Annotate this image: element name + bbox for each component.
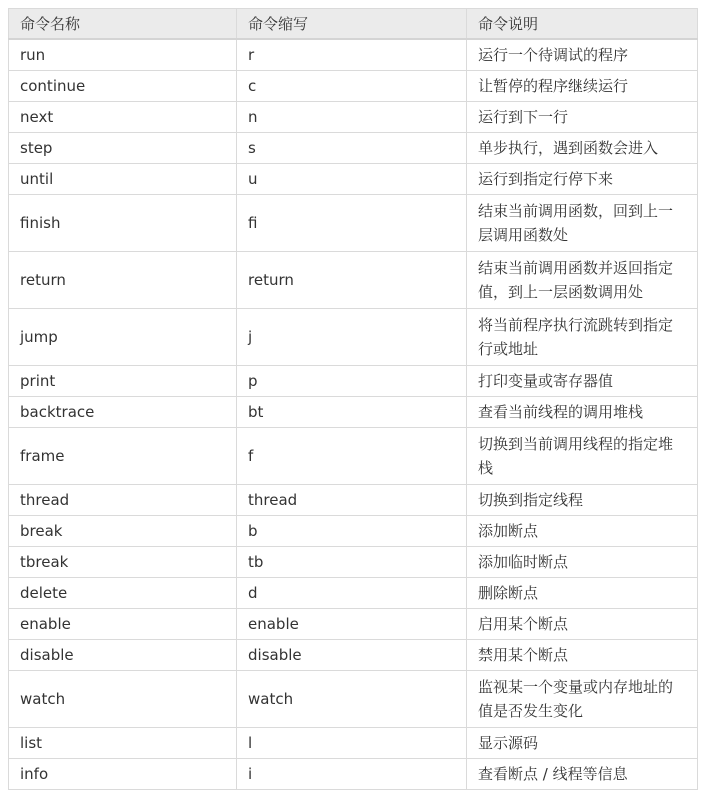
table-row bbox=[9, 133, 698, 164]
cell-name: delete bbox=[9, 578, 237, 609]
table-row bbox=[9, 547, 698, 578]
cell-abbr: return bbox=[237, 252, 467, 309]
cell-abbr: c bbox=[237, 71, 467, 102]
cell-desc: 结束当前调用函数，回到上一层调用函数处 bbox=[467, 195, 698, 252]
table-row bbox=[9, 578, 698, 609]
cell-desc: 添加临时断点 bbox=[467, 547, 698, 578]
cell-desc: 删除断点 bbox=[467, 578, 698, 609]
cell-desc: 切换到指定线程 bbox=[467, 485, 698, 516]
table-row bbox=[9, 39, 698, 71]
table-row bbox=[9, 516, 698, 547]
cell-name: thread bbox=[9, 485, 237, 516]
cell-desc: 打印变量或寄存器值 bbox=[467, 366, 698, 397]
table-row bbox=[9, 164, 698, 195]
header-command-desc: 命令说明 bbox=[467, 9, 698, 40]
cell-desc: 让暂停的程序继续运行 bbox=[467, 71, 698, 102]
cell-name: watch bbox=[9, 671, 237, 728]
cell-name: run bbox=[9, 39, 237, 71]
cell-desc: 运行一个待调试的程序 bbox=[467, 39, 698, 71]
cell-name: finish bbox=[9, 195, 237, 252]
cell-abbr: tb bbox=[237, 547, 467, 578]
cell-abbr: s bbox=[237, 133, 467, 164]
table-row bbox=[9, 309, 698, 366]
cell-abbr: thread bbox=[237, 485, 467, 516]
cell-abbr: u bbox=[237, 164, 467, 195]
table-row bbox=[9, 252, 698, 309]
table-header-row bbox=[9, 9, 698, 40]
cell-abbr: watch bbox=[237, 671, 467, 728]
cell-desc: 将当前程序执行流跳转到指定行或地址 bbox=[467, 309, 698, 366]
cell-desc: 单步执行，遇到函数会进入 bbox=[467, 133, 698, 164]
cell-abbr: bt bbox=[237, 397, 467, 428]
cell-abbr: p bbox=[237, 366, 467, 397]
cell-name: disable bbox=[9, 640, 237, 671]
table-row bbox=[9, 759, 698, 790]
cell-abbr: n bbox=[237, 102, 467, 133]
table-row bbox=[9, 71, 698, 102]
cell-desc: 结束当前调用函数并返回指定值，到上一层函数调用处 bbox=[467, 252, 698, 309]
cell-abbr: fi bbox=[237, 195, 467, 252]
cell-name: enable bbox=[9, 609, 237, 640]
cell-desc: 查看断点 / 线程等信息 bbox=[467, 759, 698, 790]
table-row bbox=[9, 366, 698, 397]
table-row bbox=[9, 102, 698, 133]
cell-name: next bbox=[9, 102, 237, 133]
cell-name: info bbox=[9, 759, 237, 790]
cell-name: tbreak bbox=[9, 547, 237, 578]
cell-abbr: j bbox=[237, 309, 467, 366]
cell-desc: 添加断点 bbox=[467, 516, 698, 547]
table-row bbox=[9, 671, 698, 728]
cell-desc: 启用某个断点 bbox=[467, 609, 698, 640]
cell-name: list bbox=[9, 728, 237, 759]
cell-desc: 切换到当前调用线程的指定堆栈 bbox=[467, 428, 698, 485]
header-command-abbr: 命令缩写 bbox=[237, 9, 467, 40]
gdb-command-table bbox=[8, 8, 698, 790]
cell-abbr: b bbox=[237, 516, 467, 547]
cell-abbr: i bbox=[237, 759, 467, 790]
table-row bbox=[9, 485, 698, 516]
cell-name: break bbox=[9, 516, 237, 547]
header-command-name: 命令名称 bbox=[9, 9, 237, 40]
cell-name: print bbox=[9, 366, 237, 397]
cell-name: continue bbox=[9, 71, 237, 102]
cell-abbr: r bbox=[237, 39, 467, 71]
cell-desc: 显示源码 bbox=[467, 728, 698, 759]
cell-desc: 查看当前线程的调用堆栈 bbox=[467, 397, 698, 428]
cell-name: step bbox=[9, 133, 237, 164]
cell-name: return bbox=[9, 252, 237, 309]
cell-desc: 运行到下一行 bbox=[467, 102, 698, 133]
cell-desc: 运行到指定行停下来 bbox=[467, 164, 698, 195]
table-row bbox=[9, 397, 698, 428]
cell-abbr: f bbox=[237, 428, 467, 485]
table-row bbox=[9, 609, 698, 640]
cell-desc: 禁用某个断点 bbox=[467, 640, 698, 671]
table-row bbox=[9, 428, 698, 485]
cell-name: frame bbox=[9, 428, 237, 485]
table-row bbox=[9, 640, 698, 671]
cell-abbr: d bbox=[237, 578, 467, 609]
cell-name: backtrace bbox=[9, 397, 237, 428]
cell-name: jump bbox=[9, 309, 237, 366]
cell-name: until bbox=[9, 164, 237, 195]
cell-desc: 监视某一个变量或内存地址的值是否发生变化 bbox=[467, 671, 698, 728]
table-row bbox=[9, 195, 698, 252]
cell-abbr: l bbox=[237, 728, 467, 759]
cell-abbr: disable bbox=[237, 640, 467, 671]
table-row bbox=[9, 728, 698, 759]
cell-abbr: enable bbox=[237, 609, 467, 640]
